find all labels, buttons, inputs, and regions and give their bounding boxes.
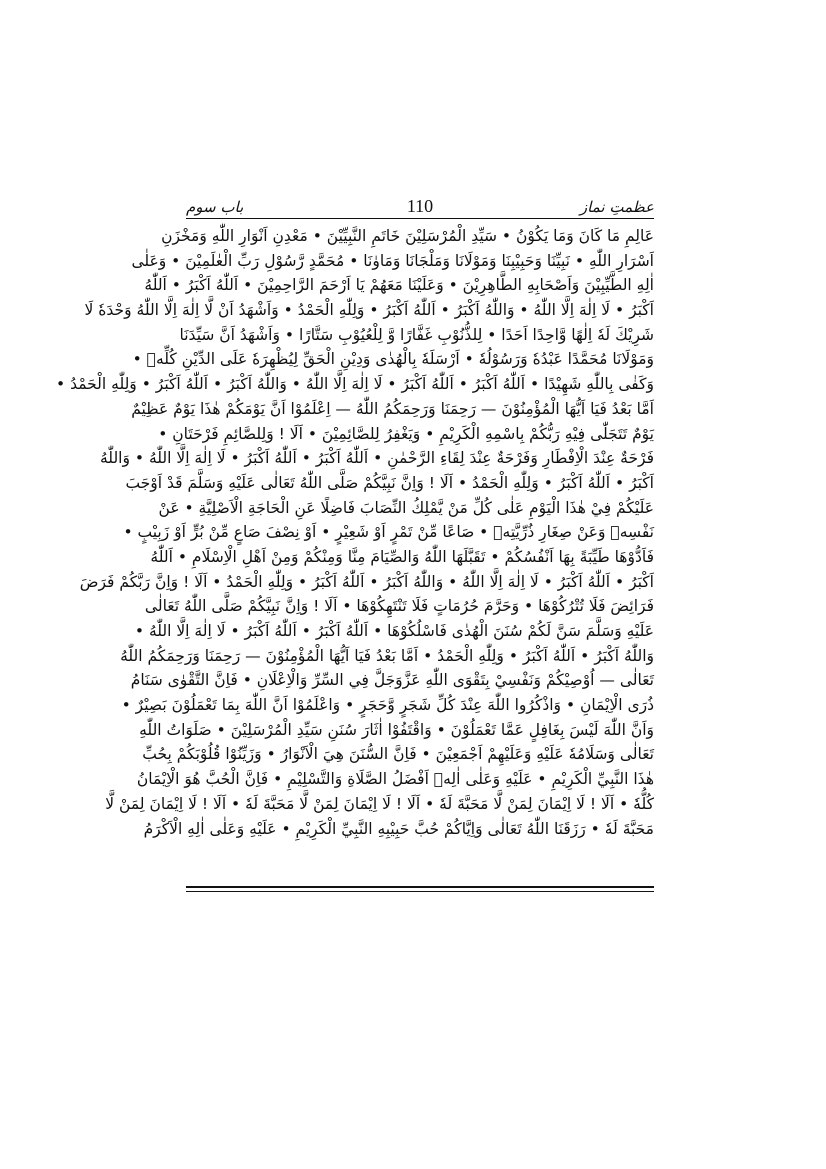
page-header: [186, 196, 654, 218]
text-line: عَالِمِ مَا كَانَ وَمَا يَكُوْنُ • سَيِّدِ الْمُرْسَلِيْنَ خَاتَمِ النَّبِيِّيْنَ • مَعْدِنِ اَنْوَارِ اللّٰهِ وَمَخْزَنِ: [161, 227, 654, 245]
text-line: وَكَفٰى بِاللّٰهِ شَهِيْدًا • اَللّٰهُ اَكْبَرُ • اَللّٰهُ اَكْبَرُ • لَا اِلٰهَ اِلَّا اللّٰهُ • وَاللّٰهُ اَكْبَرُ • اَللّٰهُ اَكْبَرُ • وَلِلّٰهِ الْحَمْدُ •: [56, 375, 654, 394]
text-line: فَرَائِضَ فَلَا تُتْرُكُوْهَا • وَحَرَّمَ حُرُمَاتٍ فَلَا تَنْتَهِكُوْهَا • اَلَا ! وَاِنَّ نَبِيَّكُمْ صَلَّى اللّٰهُ تَعَالٰى: [144, 597, 654, 616]
text-line: ذُرَى الْاِيْمَانِ • وَاذْكُرُوا اللّٰهَ عِنْدَ كُلِّ شَجَرٍ وَّحَجَرٍ • وَاعْلَمُوْا اَنَّ اللّٰهَ بِمَا تَعْمَلُوْنَ بَصِيْرٌ •: [121, 696, 654, 715]
chapter-label: باب سوم: [186, 198, 244, 216]
text-line: مَحَبَّةَ لَهٗ • رَزَقَنَا اللّٰهُ تَعَالٰى وَاِيَّاكُمْ حُبَّ حَبِيْبِهِ النَّبِيِّ الْكَرِيْمِ • عَلَيْهِ وَعَلٰى اٰلِهِ الْاَكْرَمُ: [143, 819, 654, 838]
page: [56, 196, 654, 896]
text-line: تَعَالٰى — اُوْصِيْكُمْ وَنَفْسِيْ بِتَقْوَى اللّٰهِ عَزَّوَجَلَّ فِي السِّرِّ وَالْاِعْلَانِ • فَاِنَّ التَّقْوٰى سَنَامُ: [130, 671, 654, 690]
text-line: وَاللّٰهُ اَكْبَرُ • اَللّٰهُ اَكْبَرُ • وَلِلّٰهِ الْحَمْدُ • اَمَّا بَعْدُ فَيَا اَيُّهَا الْمُؤْمِنُوْنَ — رَحِمَنَا وَرَحِمَكُمُ اللّٰهُ: [120, 646, 654, 665]
text-line: اٰلِهِ الطَّيِّبِيْنَ وَاَصْحَابِهِ الطَّاهِرِيْنَ • وَعَلَيْنَا مَعَهُمْ يَا اَرْحَمَ الرَّاحِمِيْنَ • اَللّٰهُ اَكْبَرُ • اَللّٰهُ: [144, 276, 654, 295]
text-line: فَرْحَةٌ عِنْدَ الْاِفْطَارِ وَفَرْحَةٌ عِنْدَ لِقَاءِ الرَّحْمٰنِ • اَللّٰهُ اَكْبَرُ • اَللّٰهُ اَكْبَرُ • لَا اِلٰهَ اِلَّا اللّٰهُ • وَاللّٰهُ: [100, 449, 654, 468]
text-line: اَسْرَارِ اللّٰهِ • نَبِيِّنَا وَحَبِيْبِنَا وَمَوْلَانَا وَمَلْجَانَا وَمَاوٰنَا • مُحَمَّدٍ رَّسُوْلِ رَبِّ الْعٰلَمِيْنَ • وَعَلٰى: [131, 251, 654, 270]
header-rule: [186, 218, 654, 219]
text-line: تَعَالٰى وَسَلَامُهٗ عَلَيْهِ وَعَلَيْهِمْ اَجْمَعِيْنَ • فَاِنَّ السُّنَنَ هِيَ الْاَنْوَارُ • وَزَيِّنُوْا قُلُوْبَكُمْ بِحُبِّ: [142, 745, 654, 764]
book-title: عظمتِ نماز: [579, 198, 654, 216]
text-line: اَكْبَرُ • لَا اِلٰهَ اِلَّا اللّٰهُ • وَاللّٰهُ اَكْبَرُ • اَللّٰهُ اَكْبَرُ • وَلِلّٰهِ الْحَمْدُ • وَاَشْهَدُ اَنْ لَّا اِلٰهَ اِلَّا اللّٰهُ وَحْدَهٗ لَا: [84, 301, 654, 320]
text-line: وَمَوْلَانَا مُحَمَّدًا عَبْدُهٗ وَرَسُوْلُهٗ • اَرْسَلَهٗ بِالْهُدٰى وَدِيْنِ الْحَقِّ لِيُظْهِرَهٗ عَلَى الدِّيْنِ كُلِّهٖ •: [132, 350, 654, 369]
text-line: عَلَيْكُمْ فِيْ هٰذَا الْيَوْمِ عَلٰى كُلِّ مَنْ يَّمْلِكُ النِّصَابَ فَاضِلًا عَنِ الْحَاجَةِ الْاَصْلِيَّةِ • عَنْ: [158, 498, 654, 517]
text-line: عَلَيْهِ وَسَلَّمَ سَنَّ لَكُمْ سُنَنَ الْهُدٰى فَاسْلُكُوْهَا • اَللّٰهُ اَكْبَرُ • اَللّٰهُ اَكْبَرُ • لَا اِلٰهَ اِلَّا اللّٰهُ •: [134, 622, 654, 640]
text-line: كُلُّهٗ • اَلَا ! لَا اِيْمَانَ لِمَنْ لَّا مَحَبَّةَ لَهٗ • اَلَا ! لَا اِيْمَانَ لِمَنْ لَّا مَحَبَّةَ لَهٗ • اَلَا ! لَا اِيْمَانَ لِمَنْ لَّا: [105, 794, 654, 813]
text-line: فَاَدُّوْهَا طَيِّبَةً بِهَا اَنْفُسُكُمْ • تَقَبَّلَهَا اللّٰهُ وَالصِّيَامَ مِنَّا وَمِنْكُمْ وَمِنْ اَهْلِ الْاِسْلَامِ • اَللّٰهُ: [150, 547, 654, 566]
text-line: هٰذَا النَّبِيِّ الْكَرِيْمِ • عَلَيْهِ وَعَلٰى اٰلِهٖ اَفْضَلُ الصَّلَاةِ وَالتَّسْلِيْمِ • فَاِنَّ الْحُبَّ هُوَ الْاِيْمَانُ: [136, 770, 654, 789]
text-line: اَكْبَرُ • اَللّٰهُ اَكْبَرُ • لَا اِلٰهَ اِلَّا اللّٰهُ • وَاللّٰهُ اَكْبَرُ • اَللّٰهُ اَكْبَرُ • وَلِلّٰهِ الْحَمْدُ • اَلَا ! وَاِنَّ رَبَّكُمْ فَرَضَ: [79, 572, 654, 591]
text-line: وَاَنَّ اللّٰهَ لَيْسَ بِغَافِلٍ عَمَّا تَعْمَلُوْنَ • وَاقْتَفُوْا اٰثَارَ سُنَنِ سَيِّدِ الْمُرْسَلِيْنَ • صَلَوَاتُ اللّٰهِ: [139, 720, 654, 739]
page-body: [56, 224, 654, 841]
text-line: اَكْبَرُ • اَللّٰهُ اَكْبَرُ • وَلِلّٰهِ الْحَمْدُ • اَلَا ! وَاِنَّ نَبِيَّكُمْ صَلَّى اللّٰهُ تَعَالٰى عَلَيْهِ وَسَلَّمَ قَدْ اَوْجَبَ: [125, 473, 654, 492]
text-line: يَوْمٌ تَتَجَلّٰى فِيْهِ رَبُّكُمْ بِاسْمِهِ الْكَرِيْمِ • وَيَغْفِرُ لِلصَّائِمِيْنَ • اَلَا ! وَلِلصَّائِمِ فَرْحَتَانِ •: [158, 424, 654, 443]
text-line: نَفْسِهٖ وَعَنْ صِغَارِ ذُرِّيَّتِهٖ • صَاعًا مِّنْ تَمْرٍ اَوْ شَعِيْرٍ • اَوْ نِصْفَ صَاعٍ مِّنْ بُرٍّ اَوْ زَبِيْبٍ •: [123, 523, 654, 542]
page-number: 110: [406, 196, 434, 216]
text-line: شَرِيْكَ لَهٗ اِلٰهًا وَّاحِدًا اَحَدًا • لِلذُّنُوْبِ غَفَّارًا وَّ لِلْعُيُوْبِ سَتَّارًا • وَاَشْهَدُ اَنَّ سَيِّدَنَا: [179, 325, 654, 344]
text-line: اَمَّا بَعْدُ فَيَا اَيُّهَا الْمُؤْمِنُوْنَ — رَحِمَنَا وَرَحِمَكُمُ اللّٰهُ — اِعْلَمُوْا اَنَّ يَوْمَكُمْ هٰذَا يَوْمٌ عَظِيْمٌ: [131, 399, 654, 418]
footer-rule-thick: [186, 886, 654, 888]
footer-rule-thin: [186, 891, 654, 892]
